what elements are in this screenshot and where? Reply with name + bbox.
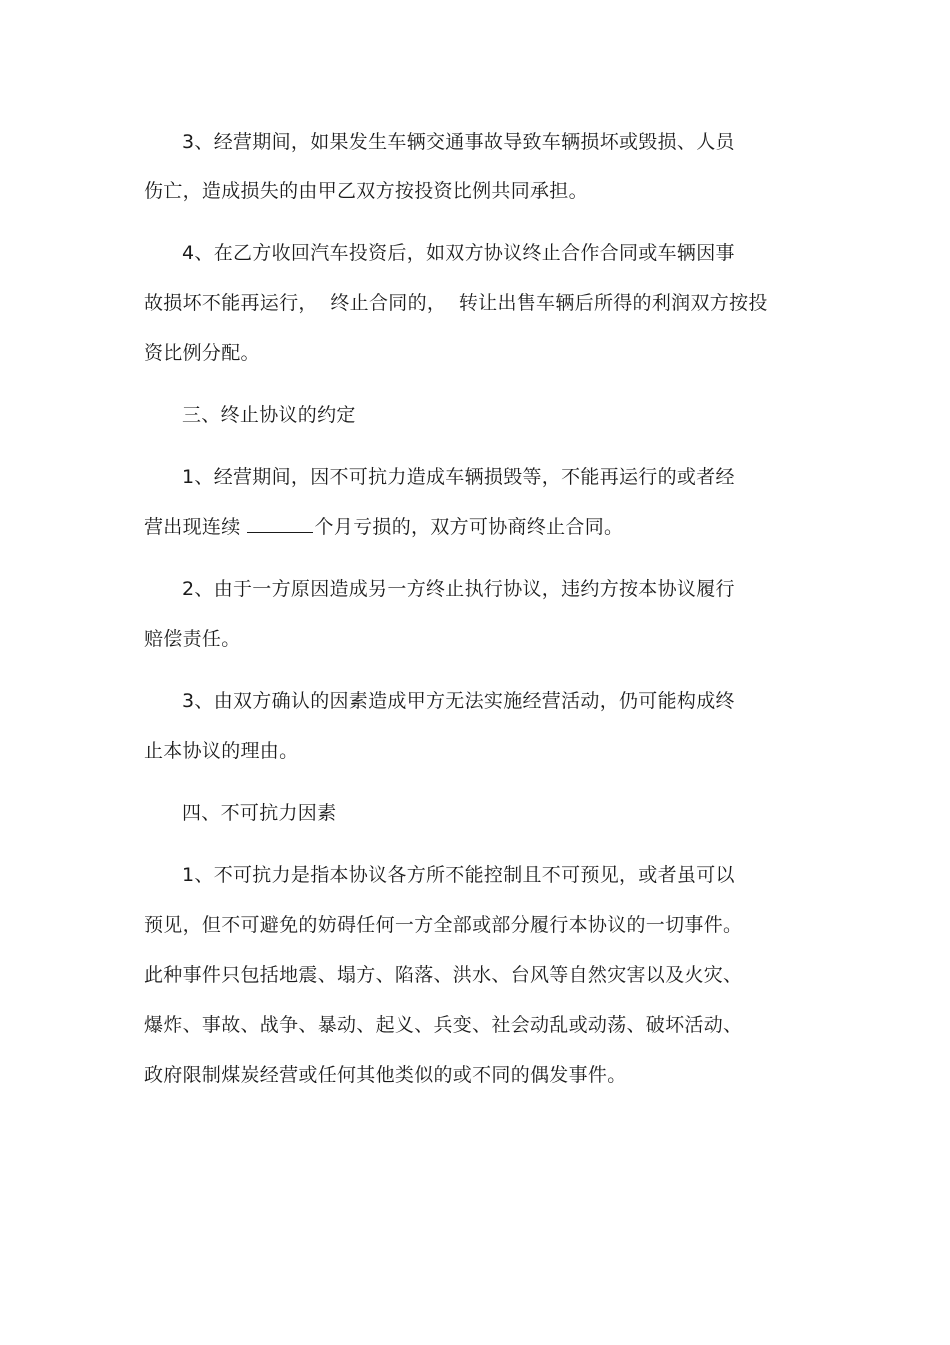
termination-clause-2-line-1: 2、由于一方原因造成另一方终止执行协议，违约方按本协议履行 [182,578,735,600]
force-majeure-clause-line-2: 预见，但不可避免的妨碍任何一方全部或部分履行本协议的一切事件。 [144,914,743,936]
termination-clause-1-text-before-blank: 营出现连续 [144,516,241,538]
termination-clause-1-line-2 [144,514,623,540]
force-majeure-clause-line-1: 1、不可抗力是指本协议各方所不能控制且不可预见，或者虽可以 [182,864,735,886]
months-blank-field [247,514,313,533]
force-majeure-clause-line-4: 爆炸、事故、战争、暴动、起义、兵变、社会动乱或动荡、破坏活动、 [144,1014,743,1036]
termination-clause-3-line-1: 3、由双方确认的因素造成甲方无法实施经营活动，仍可能构成终 [182,690,735,712]
paragraph-3-damage-line-2: 伤亡，造成损失的由甲乙双方按投资比例共同承担。 [144,180,588,202]
termination-clause-1-line-1: 1、经营期间，因不可抗力造成车辆损毁等，不能再运行的或者经 [182,466,735,488]
section-4-heading: 四、不可抗力因素 [182,802,337,824]
force-majeure-clause-line-5: 政府限制煤炭经营或任何其他类似的或不同的偶发事件。 [144,1064,627,1086]
termination-clause-1-text-after-blank: 个月亏损的，双方可协商终止合同。 [314,516,624,538]
force-majeure-clause-line-3: 此种事件只包括地震、塌方、陷落、洪水、台风等自然灾害以及火灾、 [144,964,743,986]
termination-clause-3-line-2: 止本协议的理由。 [144,740,299,762]
paragraph-4-profit-line-1: 4、在乙方收回汽车投资后，如双方协议终止合作合同或车辆因事 [182,242,735,264]
paragraph-4-profit-line-3: 资比例分配。 [144,342,260,364]
section-3-heading: 三、终止协议的约定 [182,404,356,426]
paragraph-4-profit-line-2: 故损坏不能再运行， 终止合同的， 转让出售车辆后所得的利润双方按投 [144,292,768,314]
paragraph-3-damage-line-1: 3、经营期间，如果发生车辆交通事故导致车辆损坏或毁损、人员 [182,131,735,153]
termination-clause-2-line-2: 赔偿责任。 [144,628,241,650]
